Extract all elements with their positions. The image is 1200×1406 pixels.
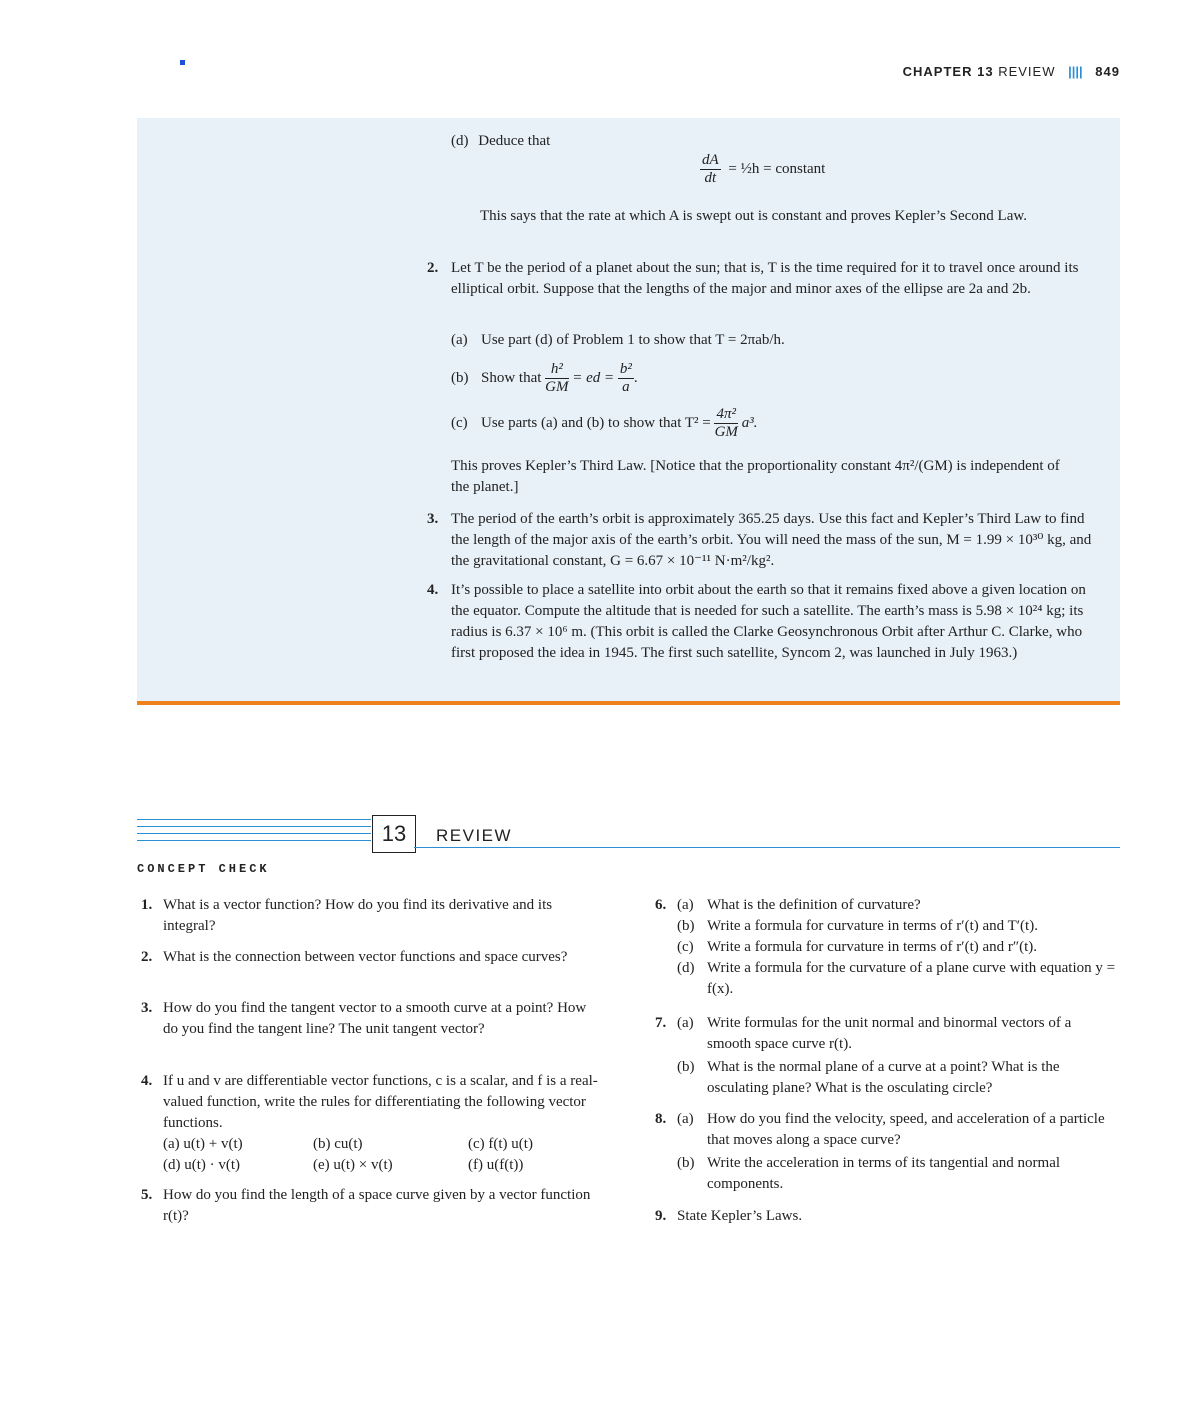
problem-2-conclusion: This proves Kepler’s Third Law. [Notice that the proportionality constant 4π²/(GM) is independent of the planet.]	[451, 458, 1060, 495]
panel-bottom-rule	[137, 701, 1120, 705]
review-header-rule	[414, 847, 1120, 848]
q6-part-c-text: Write a formula for curvature in terms of r′(t) and r″(t).	[707, 939, 1038, 955]
q7-part-a-text: Write formulas for the unit normal and binormal vectors of a smooth space curve r(t).	[707, 1015, 1072, 1052]
fraction-denominator: GM	[545, 379, 569, 396]
question-4-number: 4.	[141, 1073, 153, 1089]
problem1-part-d-text: Deduce that	[478, 133, 551, 149]
q7-part-b-text: What is the normal plane of a curve at a point? What is the osculating plane? What is the osculating circle?	[707, 1059, 1060, 1096]
problem-3	[427, 509, 1101, 572]
header-section: REVIEW	[998, 64, 1056, 79]
h2-over-GM-fraction	[545, 361, 568, 396]
fraction-numerator: b²	[619, 361, 632, 378]
question-9-number: 9.	[655, 1208, 667, 1224]
part-a-label: (a)	[451, 332, 468, 348]
question-1-text: What is a vector function? How do you find its derivative and its integral?	[163, 897, 553, 934]
q8-part-a-label: (a)	[677, 1111, 694, 1127]
header-chapter: CHAPTER 13	[902, 64, 994, 79]
problem-2-part-b	[451, 358, 1111, 398]
problem-3-text: The period of the earth’s orbit is approximately 365.25 days. Use this fact and Kepler’s Third Law to find the length of the major axis of the earth’s orbit. You will need the mass of the sun, M = 1.99 × 10³⁰ kg, and the gravitational constant, G = 6.67 × 10⁻¹¹ N·m²/kg².	[451, 511, 1092, 569]
problem1-conclusion: This says that the rate at which A is swept out is constant and proves Kepler’s Second Law.	[480, 208, 1027, 224]
q8-part-a-text: How do you find the velocity, speed, and acceleration of a particle that moves along a space curve?	[707, 1111, 1105, 1148]
option-d: (d) u(t) · v(t)	[163, 1157, 241, 1173]
option-e: (e) u(t) × v(t)	[313, 1157, 393, 1173]
question-2	[141, 947, 603, 968]
problem1-part-d-label: (d)	[451, 133, 469, 149]
fraction-numerator: dA	[702, 152, 719, 168]
part-b-text: Show that	[481, 370, 542, 386]
q8-part-b-text: Write the acceleration in terms of its tangential and normal components.	[707, 1155, 1061, 1192]
question-5-text: How do you find the length of a space curve given by a vector function r(t)?	[163, 1187, 591, 1224]
fraction-denominator: a	[622, 379, 630, 396]
fraction-denominator: dt	[704, 170, 717, 186]
page-number: 849	[1095, 64, 1120, 79]
question-8-number: 8.	[655, 1111, 667, 1127]
b2-over-a-fraction	[618, 361, 634, 396]
part-b-middle: = ed =	[572, 370, 615, 386]
question-6-number: 6.	[655, 897, 667, 913]
question-1-number: 1.	[141, 897, 153, 913]
q6-part-d-text: Write a formula for the curvature of a plane curve with equation y = f(x).	[707, 960, 1116, 997]
part-c-text: Use parts (a) and (b) to show that T² =	[481, 415, 711, 431]
problem-3-number: 3.	[427, 511, 439, 527]
problem-2-part-a	[451, 330, 1111, 351]
option-c: (c) f(t) u(t)	[468, 1136, 533, 1152]
q7-part-a-label: (a)	[677, 1015, 694, 1031]
part-b-label: (b)	[451, 370, 469, 386]
problem-2	[427, 258, 1111, 300]
problem-4-text: It’s possible to place a satellite into orbit about the earth so that it remains fixed above a given location on the equator. Compute the altitude that is needed for such a satellite. The earth’s mass is 5.98 × 10²⁴ kg; its radius is 6.37 × 10⁶ m. (This orbit is called the Clarke Geosynchronous Orbit after Arthur C. Clarke, who first proposed the idea in 1945. The first such satellite, Syncom 2, was launched in July 1963.)	[451, 582, 1086, 661]
problem-2-number: 2.	[427, 260, 439, 276]
q6-part-b-label: (b)	[677, 918, 695, 934]
chapter-number-box: 13	[372, 815, 416, 853]
fraction-denominator: GM	[714, 424, 738, 441]
problem1-part-d	[451, 131, 550, 152]
question-3	[141, 998, 603, 1040]
question-4-options	[163, 1134, 603, 1176]
problem-2-part-c	[451, 403, 1111, 443]
question-7-number: 7.	[655, 1015, 667, 1031]
review-title: REVIEW	[436, 826, 513, 845]
4pi2-over-GM-fraction	[714, 406, 738, 441]
question-8	[655, 1109, 1117, 1195]
header-bars: ||||	[1068, 64, 1083, 79]
concept-check-heading: CONCEPT CHECK	[137, 862, 270, 876]
problem-2-text: Let T be the period of a planet about the sun; that is, T is the time required for it to travel once around its elliptical orbit. Suppose that the lengths of the major and minor axes of the ellipse are 2a and 2b.	[451, 260, 1079, 297]
question-4	[141, 1071, 603, 1176]
question-9-text: State Kepler’s Laws.	[677, 1208, 803, 1224]
part-b-period: .	[633, 370, 638, 386]
fraction-numerator: h²	[545, 361, 568, 379]
part-c-after: a³.	[741, 415, 758, 431]
part-c-label: (c)	[451, 415, 468, 431]
q7-part-b-label: (b)	[677, 1059, 695, 1075]
dA-dt-fraction	[700, 152, 721, 187]
question-5-number: 5.	[141, 1187, 153, 1203]
question-6	[655, 895, 1117, 1000]
equation-rest: = ½h = constant	[728, 160, 826, 177]
q6-part-c-label: (c)	[677, 939, 694, 955]
question-7	[655, 1013, 1117, 1099]
blue-marker-dot	[180, 60, 185, 65]
problem-4	[427, 580, 1091, 664]
question-5	[141, 1185, 603, 1227]
part-a-text: Use part (d) of Problem 1 to show that T = 2πab/h.	[481, 332, 785, 348]
q6-part-a-text: What is the definition of curvature?	[707, 897, 921, 913]
running-header	[903, 64, 1120, 79]
review-header-lines	[137, 819, 371, 847]
question-4-text: If u and v are differentiable vector functions, c is a scalar, and f is a real-valued function, write the rules for differentiating the following vector functions.	[163, 1073, 598, 1131]
kepler-second-law-equation	[700, 152, 825, 187]
option-a: (a) u(t) + v(t)	[163, 1136, 243, 1152]
q6-part-d-label: (d)	[677, 960, 695, 976]
question-9	[655, 1206, 1117, 1227]
question-1	[141, 895, 603, 937]
fraction-numerator: 4π²	[716, 406, 736, 423]
q8-part-b-label: (b)	[677, 1155, 695, 1171]
question-3-number: 3.	[141, 1000, 153, 1016]
problem-4-number: 4.	[427, 582, 439, 598]
option-f: (f) u(f(t))	[468, 1157, 524, 1173]
option-b: (b) cu(t)	[313, 1136, 363, 1152]
question-2-number: 2.	[141, 949, 153, 965]
q6-part-a-label: (a)	[677, 897, 694, 913]
q6-part-b-text: Write a formula for curvature in terms of r′(t) and T′(t).	[707, 918, 1038, 934]
question-2-text: What is the connection between vector functions and space curves?	[163, 949, 568, 965]
question-3-text: How do you find the tangent vector to a smooth curve at a point? How do you find the tangent line? The unit tangent vector?	[163, 1000, 587, 1037]
